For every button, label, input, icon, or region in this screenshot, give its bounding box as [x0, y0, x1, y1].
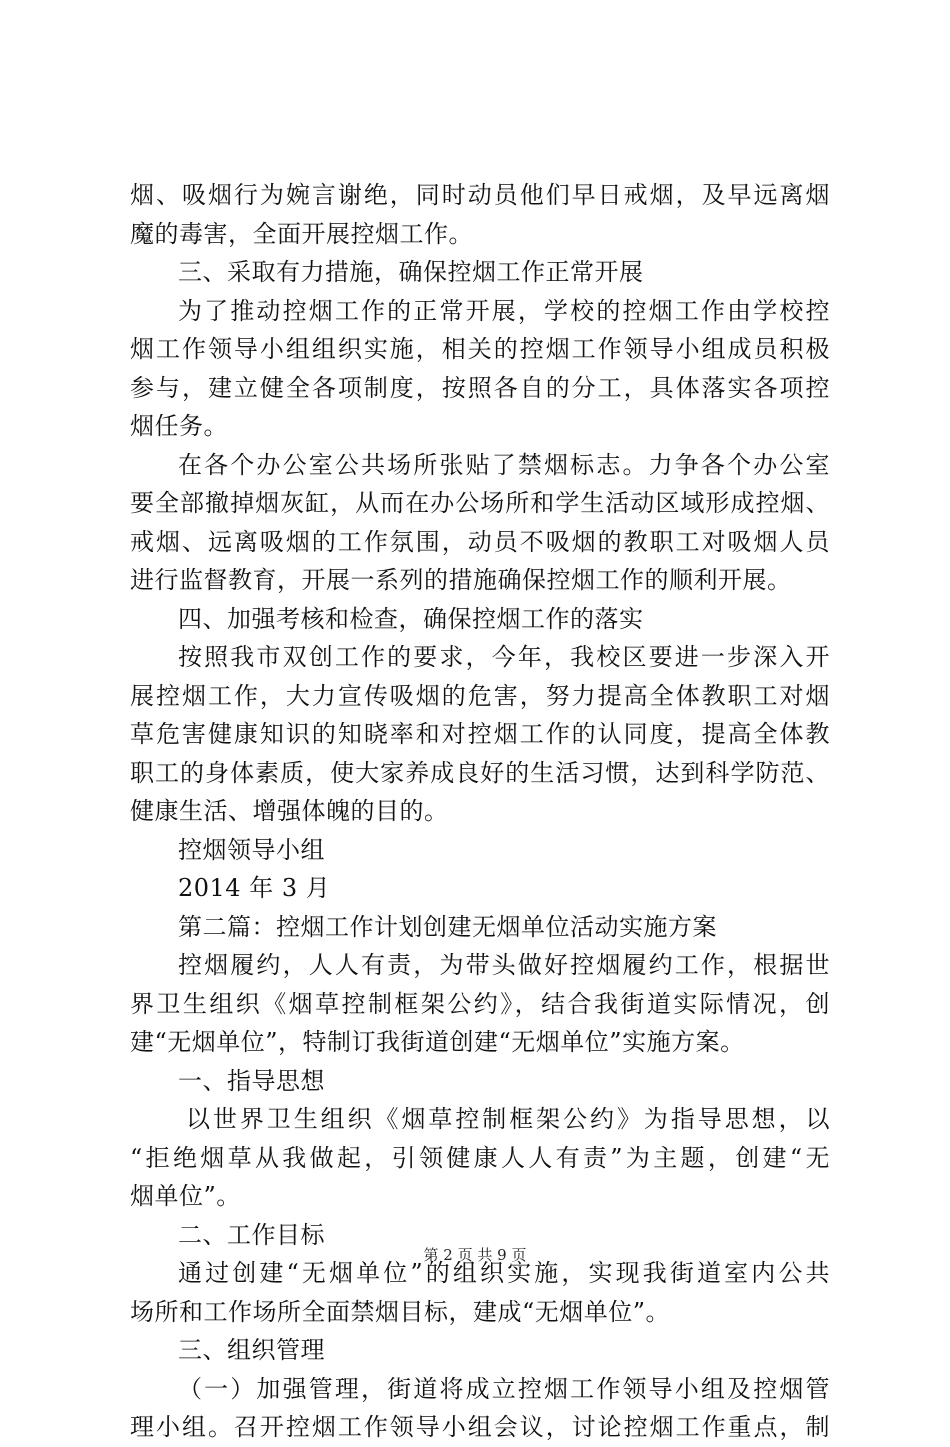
section-heading: 四、加强考核和检查，确保控烟工作的落实 — [178, 604, 644, 633]
text-line: 建“无烟单位”，特制订我街道创建“无烟单位”实施方案。 — [130, 1028, 745, 1056]
text-line: 进行监督教育，开展一系列的措施确保控烟工作的顺利开展。 — [130, 566, 792, 594]
section-heading: 三、组织管理 — [178, 1336, 325, 1364]
text-line: “拒绝烟草从我做起，引领健康人人有责”为主题，创建“无 — [130, 1143, 830, 1172]
text-line: 通过创建“无烟单位”的组织实施，实现我街道室内公共 — [178, 1259, 830, 1287]
text-line: 烟任务。 — [130, 412, 228, 440]
text-line: 控烟履约，人人有责，为带头做好控烟履约工作，根据世 — [178, 951, 830, 979]
text-line: 理小组。召开控烟工作领导小组会议，讨论控烟工作重点，制 — [130, 1413, 830, 1441]
section-heading: 三、采取有力措施，确保控烟工作正常开展 — [178, 258, 644, 286]
signature-line: 控烟领导小组 — [178, 835, 325, 864]
text-line: 戒烟、远离吸烟的工作氛围，动员不吸烟的教职工对吸烟人员 — [130, 527, 830, 556]
text-line: 烟单位”。 — [130, 1182, 241, 1210]
text-line: 职工的身体素质，使大家养成良好的生活习惯，达到科学防范、 — [130, 758, 830, 787]
page-number-footer: 第 2 页 共 9 页 — [423, 1246, 527, 1264]
text-line: 展控烟工作，大力宣传吸烟的危害，努力提高全体教职工对烟 — [130, 681, 830, 710]
text-line: 界卫生组织《烟草控制框架公约》，结合我街道实际情况，创 — [130, 989, 830, 1018]
text-line: 健康生活、增强体魄的目的。 — [130, 797, 449, 825]
text-line: 魔的毒害，全面开展控烟工作。 — [130, 219, 473, 248]
text-line: 要全部撤掉烟灰缸，从而在办公场所和学生活动区域形成控烟、 — [130, 489, 830, 517]
date-line: 2014 年 3 月 — [178, 874, 331, 902]
text-line: 按照我市双创工作的要求，今年，我校区要进一步深入开 — [178, 643, 830, 671]
chapter-title: 第二篇：控烟工作计划创建无烟单位活动实施方案 — [178, 912, 717, 941]
section-heading: 一、指导思想 — [178, 1066, 325, 1095]
text-line: 为了推动控烟工作的正常开展，学校的控烟工作由学校控 — [178, 296, 830, 325]
text-line: 参与，建立健全各项制度，按照各自的分工，具体落实各项控 — [130, 373, 830, 402]
text-line: 草危害健康知识的知晓率和对控烟工作的认同度，提高全体教 — [130, 720, 830, 748]
text-line: 在各个办公室公共场所张贴了禁烟标志。力争各个办公室 — [178, 450, 830, 479]
text-line: （一）加强管理，街道将成立控烟工作领导小组及控烟管 — [178, 1374, 830, 1403]
text-line: 场所和工作场所全面禁烟目标，建成“无烟单位”。 — [130, 1297, 671, 1326]
section-heading: 二、工作目标 — [178, 1220, 325, 1249]
text-line: 以世界卫生组织《烟草控制框架公约》为指导思想，以 — [186, 1105, 830, 1133]
text-line: 烟工作领导小组组织实施，相关的控烟工作领导小组成员积极 — [130, 335, 830, 363]
text-line: 烟、吸烟行为婉言谢绝，同时动员他们早日戒烟，及早远离烟 — [130, 181, 830, 209]
